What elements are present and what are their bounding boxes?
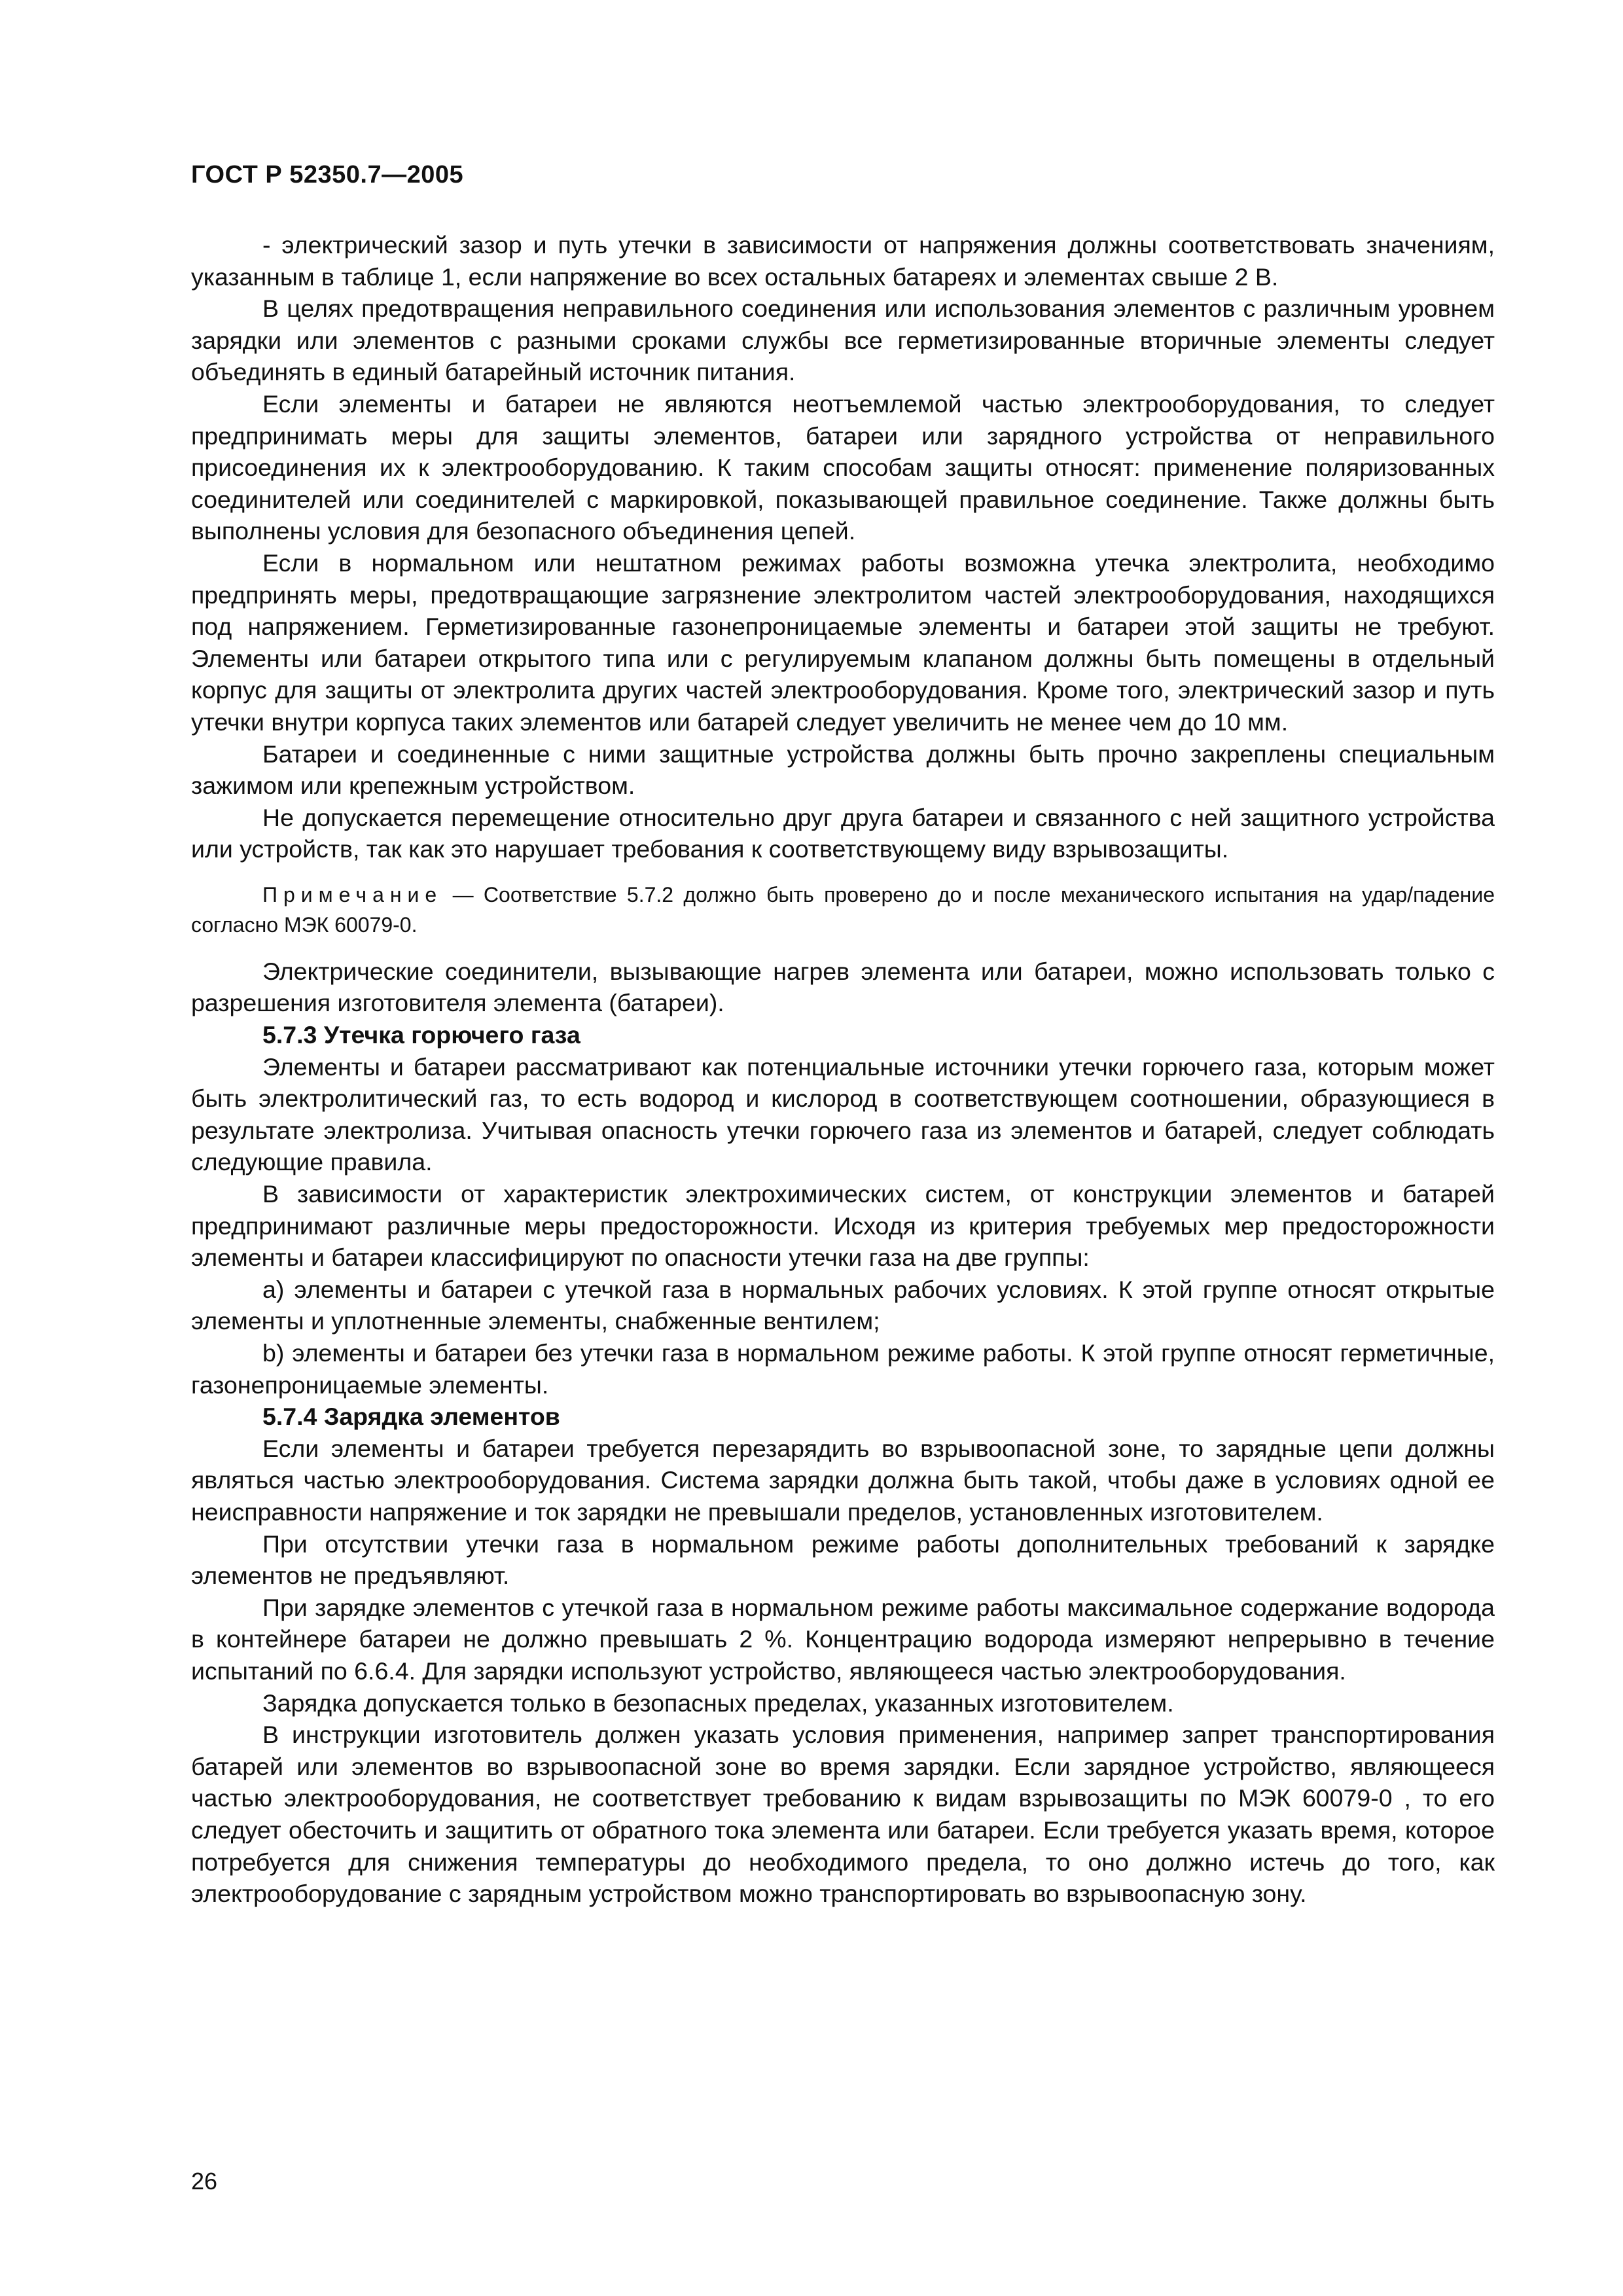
paragraph: При отсутствии утечки газа в нормальном режиме работы дополнительных требований к зарядке элементов не предъявляют. <box>191 1530 1495 1590</box>
paragraph: При зарядке элементов с утечкой газа в нормальном режиме работы максимальное содержание водорода в контейнере батареи не должно превышать 2 %. Концентрацию водорода измеряют непрерывно в течение испытаний по 6.6.4. Для зарядки используют устройство, являющееся частью электрооборудования. <box>191 1593 1495 1685</box>
paragraph: Если в нормальном или нештатном режимах работы возможна утечка электролита, необходимо предпринять меры, предотвращающие загрязнение электролитом частей электрооборудования, находящихся под напряжением. Герметизированные газонепроницаемые элементы и батареи этой защиты не требуют. Элементы или батареи открытого типа или с регулируемым клапаном должны быть помещены в отдельный корпус для защиты от электролита других частей электрооборудования. Кроме того, электрический зазор и путь утечки внутри корпуса таких элементов или батарей следует увеличить не менее чем до 10 мм. <box>191 548 1495 736</box>
paragraph: Батареи и соединенные с ними защитные устройства должны быть прочно закреплены специальным зажимом или крепежным устройством. <box>191 740 1495 800</box>
note-label: Примечание <box>262 882 443 906</box>
list-item: b) элементы и батареи без утечки газа в нормальном режиме работы. К этой группе относят герметичные, газонепроницаемые элементы. <box>191 1339 1495 1399</box>
paragraph: Если элементы и батареи не являются неотъемлемой частью электрооборудования, то следует предпринимать меры для защиты элементов, батареи или зарядного устройства от неправильного присоединения их к электрооборудованию. К таким способам защиты относят: применение поляризованных соединителей или соединителей с маркировкой, показывающей правильное соединение. Также должны быть выполнены условия для безопасного объединения цепей. <box>191 389 1495 545</box>
section-heading-5-7-4: 5.7.4 Зарядка элементов <box>262 1403 560 1431</box>
paragraph: В зависимости от характеристик электрохимических систем, от конструкции элементов и батарей предпринимают различные меры предосторожности. Исходя из критерия требуемых мер предосторожности элементы и батареи классифицируют по опасности утечки газа на две группы: <box>191 1180 1495 1272</box>
paragraph: В целях предотвращения неправильного соединения или использования элементов с различным уровнем зарядки или элементов с разными сроками службы все герметизированные вторичные элементы следует объединять в единый батарейный источник питания. <box>191 295 1495 386</box>
paragraph: Электрические соединители, вызывающие нагрев элемента или батареи, можно использовать только с разрешения изготовителя элемента (батареи). <box>191 957 1495 1017</box>
paragraph: Элементы и батареи рассматривают как потенциальные источники утечки горючего газа, которым может быть электролитический газ, то есть водород и кислород в соответствующем соотношении, образующиеся в результате электролиза. Учитывая опасность утечки горючего газа из элементов и батарей, следует соблюдать следующие правила. <box>191 1052 1495 1176</box>
note <box>191 880 1495 940</box>
section-heading-5-7-3: 5.7.3 Утечка горючего газа <box>262 1021 580 1049</box>
paragraph: - электрический зазор и путь утечки в зависимости от напряжения должны соответствовать значениям, указанным в таблице 1, если напряжение во всех остальных батареях и элементах свыше 2 В. <box>191 231 1495 291</box>
document-header: ГОСТ Р 52350.7—2005 <box>191 161 464 188</box>
note-text: — Соответствие 5.7.2 должно быть проверено до и после механического испытания на удар/падение согласно МЭК 60079-0. <box>191 882 1495 937</box>
document-body <box>191 229 1495 1910</box>
page-number: 26 <box>191 2168 218 2195</box>
paragraph: Не допускается перемещение относительно друг друга батареи и связанного с ней защитного устройства или устройств, так как это нарушает требования к соответствующему виду взрывозащиты. <box>191 803 1495 863</box>
paragraph: Если элементы и батареи требуется перезарядить во взрывоопасной зоне, то зарядные цепи должны являться частью электрооборудования. Система зарядки должна быть такой, чтобы даже в условиях одной ее неисправности напряжение и ток зарядки не превышали пределов, установленных изготовителем. <box>191 1434 1495 1526</box>
list-item: a) элементы и батареи с утечкой газа в нормальных рабочих условиях. К этой группе относят открытые элементы и уплотненные элементы, снабженные вентилем; <box>191 1275 1495 1335</box>
paragraph: В инструкции изготовитель должен указать условия применения, например запрет транспортирования батарей или элементов во взрывоопасной зоне во время зарядки. Если зарядное устройство, являющееся частью электрооборудования, не соответствует требованию к видам взрывозащиты по МЭК 60079-0 , то его следует обесточить и защитить от обратного тока элемента или батареи. Если требуется указать время, которое потребуется для снижения температуры до необходимого предела, то оно должно истечь до того, как электрооборудование с зарядным устройством можно транспортировать во взрывоопасную зону. <box>191 1721 1495 1908</box>
paragraph: Зарядка допускается только в безопасных пределах, указанных изготовителем. <box>262 1689 1174 1717</box>
